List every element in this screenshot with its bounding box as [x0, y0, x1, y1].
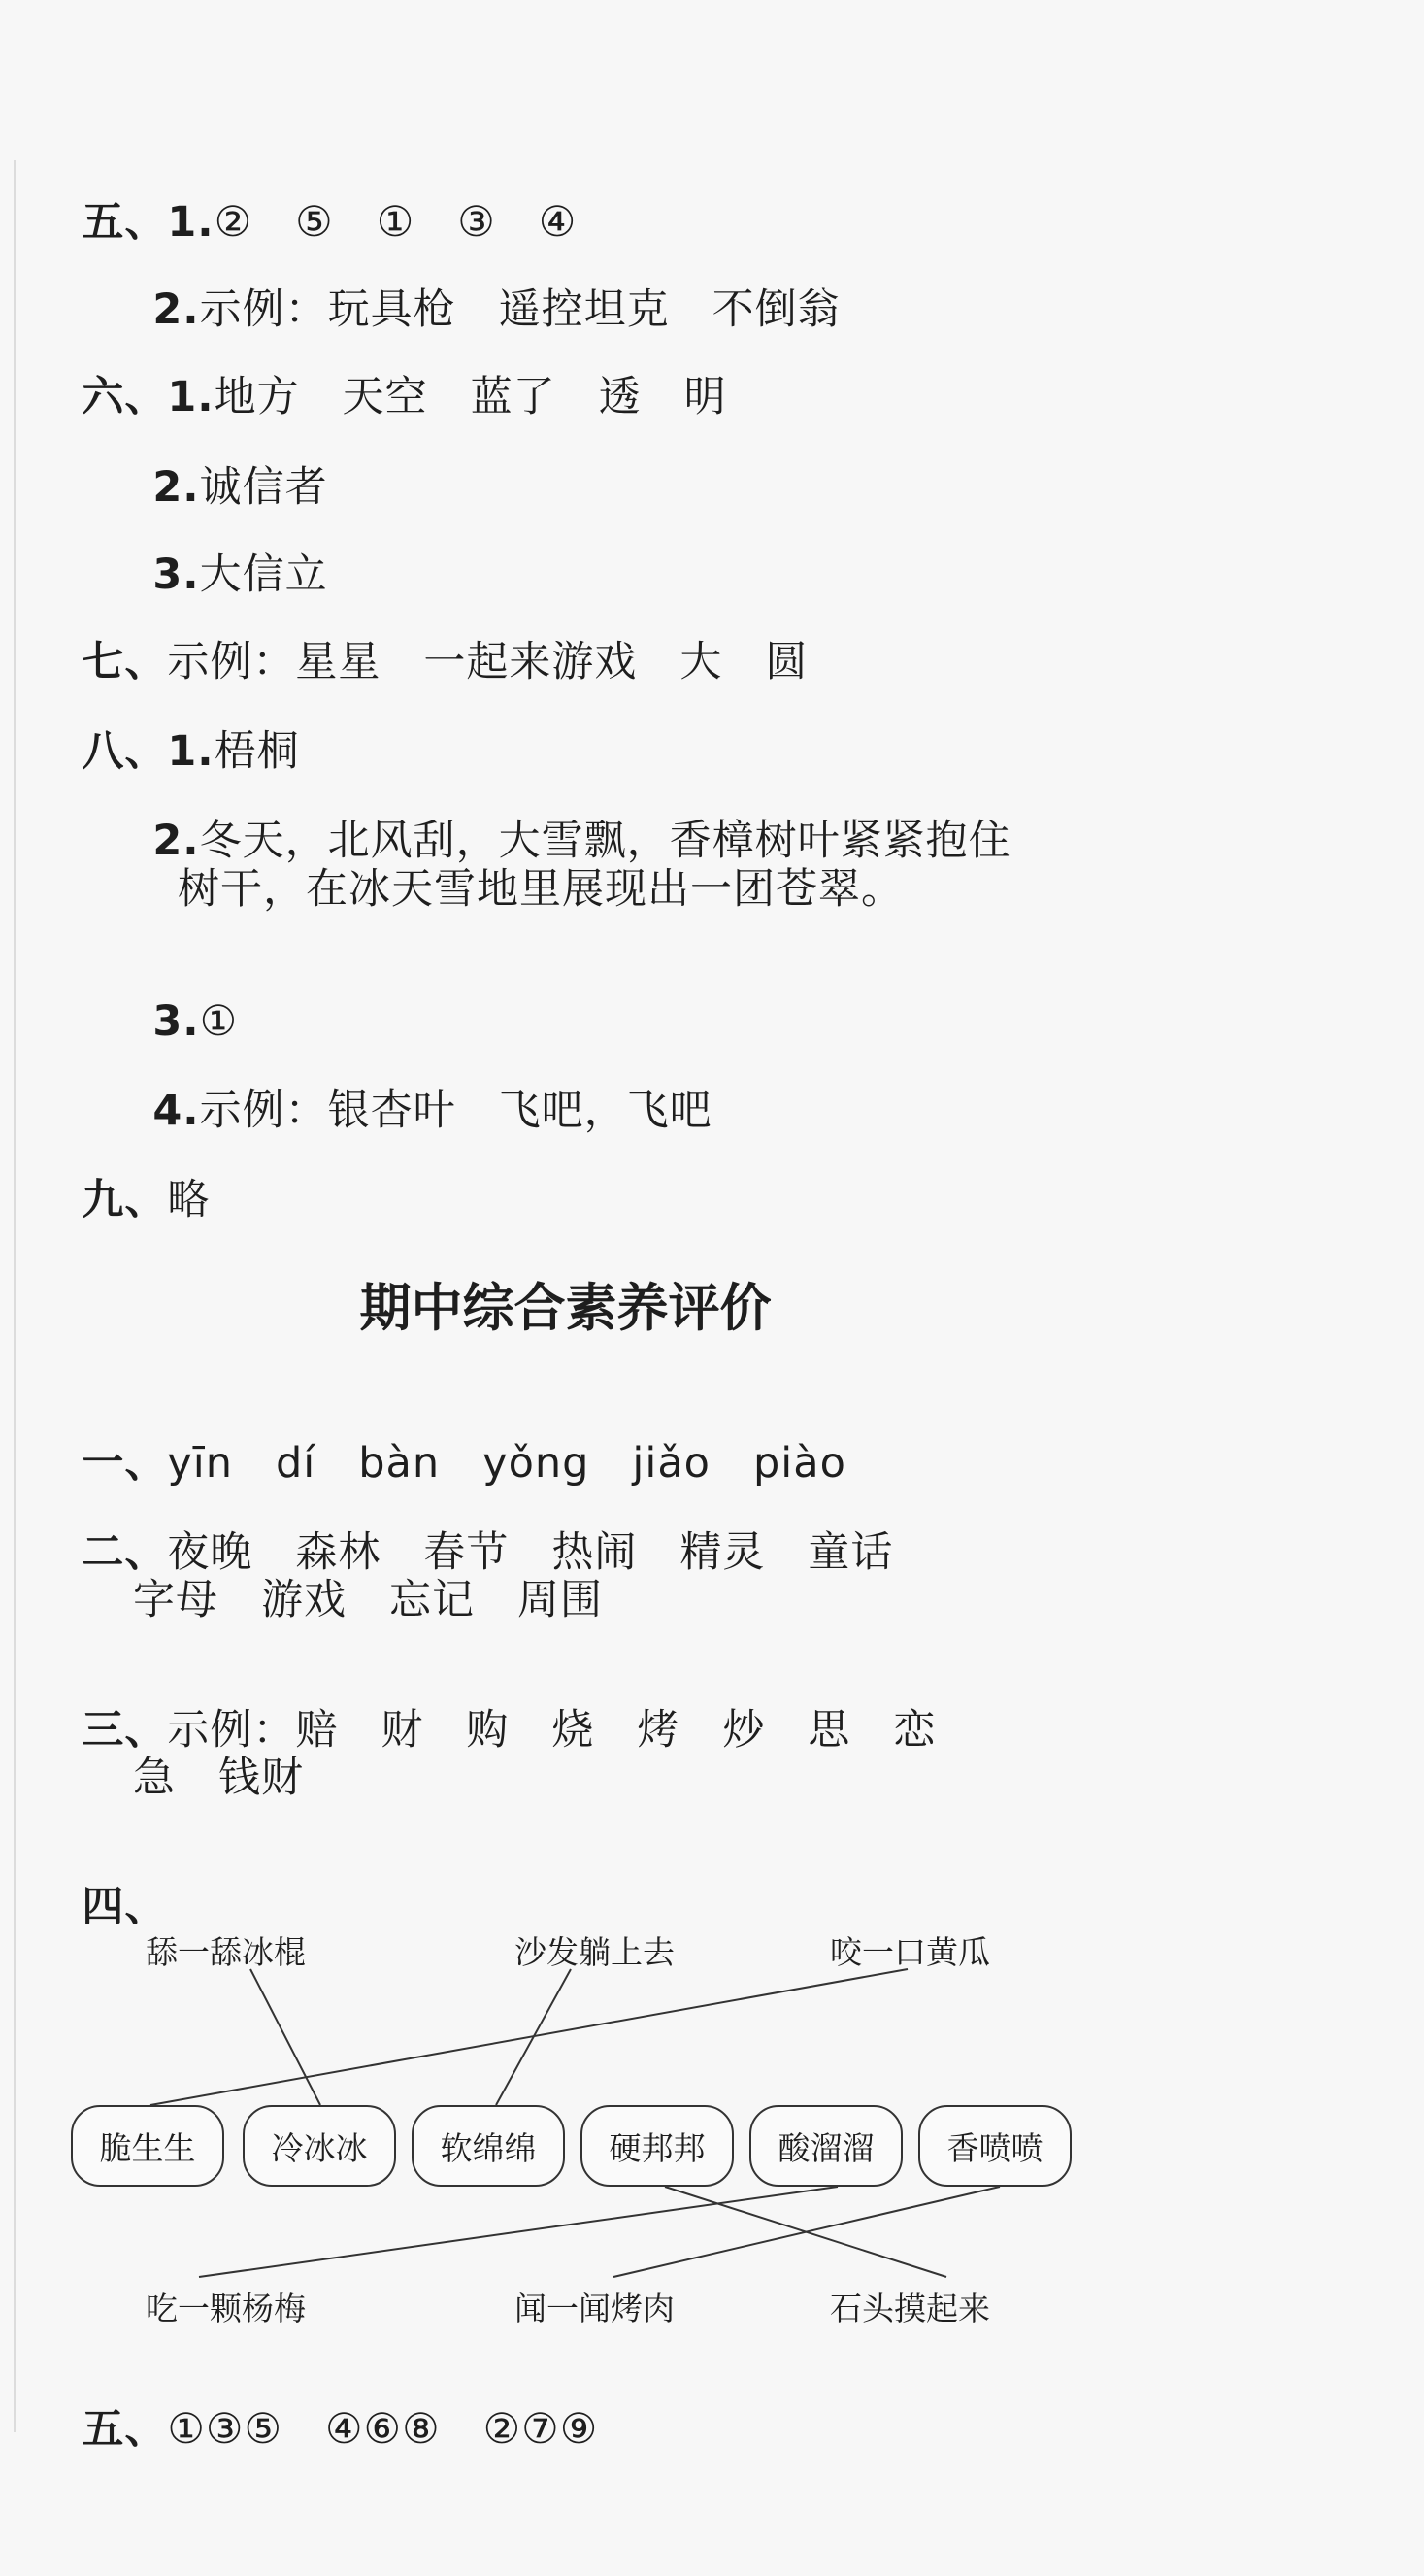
section7-label: 七、	[82, 638, 168, 686]
midterm-q1-label: 一、	[82, 1439, 168, 1488]
section6-3-text: 大信立	[199, 551, 328, 599]
midterm-q5-row	[53, 2367, 599, 2454]
word-box-5: 酸溜溜	[749, 2105, 903, 2187]
section8-4-label: 4.	[152, 1087, 200, 1135]
match-line-4	[199, 2187, 838, 2277]
section8-label: 八、1.	[82, 727, 215, 776]
bottom-phrase-3: 石头摸起来	[830, 2290, 990, 2327]
section8-2-label: 2.	[152, 817, 200, 865]
section8-3-label: 3.	[152, 997, 200, 1046]
midterm-q2-label: 二、	[82, 1528, 168, 1577]
word-box-1: 脆生生	[71, 2105, 224, 2187]
section5-2-label: 2.	[152, 285, 200, 334]
section8-2-text: 冬天，北风刮，大雪飘，香樟树叶紧紧抱住	[199, 817, 1011, 865]
section7-text: 示例：星星 一起来游戏 大 圆	[167, 638, 809, 686]
bottom-phrase-2: 闻一闻烤肉	[514, 2290, 675, 2327]
midterm-q4-label: 四、	[82, 1883, 168, 1931]
midterm-q2-text: 夜晚 森林 春节 热闹 精灵 童话	[167, 1528, 894, 1577]
word-box-4: 硬邦邦	[580, 2105, 734, 2187]
word-box-3: 软绵绵	[412, 2105, 565, 2187]
section6-3-label: 3.	[152, 551, 200, 599]
bottom-phrase-1: 吃一颗杨梅	[146, 2290, 306, 2327]
section5-items: ② ⑤ ① ③ ④	[214, 198, 578, 247]
match-line-6	[665, 2187, 946, 2277]
top-phrase-2: 沙发躺上去	[514, 1933, 675, 1971]
section5-2-text: 示例：玩具枪 遥控坦克 不倒翁	[199, 285, 841, 334]
section8-3-text: ①	[199, 997, 239, 1046]
section8-4-text: 示例：银杏叶 飞吧，飞吧	[199, 1087, 712, 1135]
section6-2-text: 诚信者	[199, 463, 328, 512]
midterm-q3-cont: 急 钱财	[133, 1754, 304, 1802]
top-phrase-1: 舔一舔冰棍	[146, 1933, 306, 1971]
midterm-q5-label: 五、	[82, 2405, 168, 2454]
match-line-3	[150, 1969, 908, 2105]
section5-label: 五、1.	[82, 198, 215, 247]
midterm-q5-text: ①③⑤ ④⑥⑧ ②⑦⑨	[167, 2405, 599, 2454]
word-box-6: 香喷喷	[918, 2105, 1072, 2187]
midterm-title: 期中综合素养评价	[359, 1279, 772, 1338]
section6-text: 地方 天空 蓝了 透 明	[214, 373, 727, 421]
section6-2-label: 2.	[152, 463, 200, 512]
word-box-2: 冷冰冰	[243, 2105, 396, 2187]
section8-text: 梧桐	[214, 727, 300, 776]
midterm-q3-label: 三、	[82, 1706, 168, 1755]
top-phrase-3: 咬一口黄瓜	[830, 1933, 990, 1971]
midterm-q2-cont: 字母 游戏 忘记 周围	[133, 1576, 603, 1624]
section9-label: 九、	[82, 1176, 168, 1224]
section9-text: 略	[167, 1176, 211, 1224]
section8-2-cont: 树干，在冰天雪地里展现出一团苍翠。	[178, 865, 904, 914]
midterm-q1-text: yīn dí bàn yǒng jiǎo piào	[167, 1439, 846, 1488]
midterm-q3-text: 示例：赔 财 购 烧 烤 炒 思 恋	[167, 1706, 937, 1755]
section6-label: 六、1.	[82, 373, 215, 421]
